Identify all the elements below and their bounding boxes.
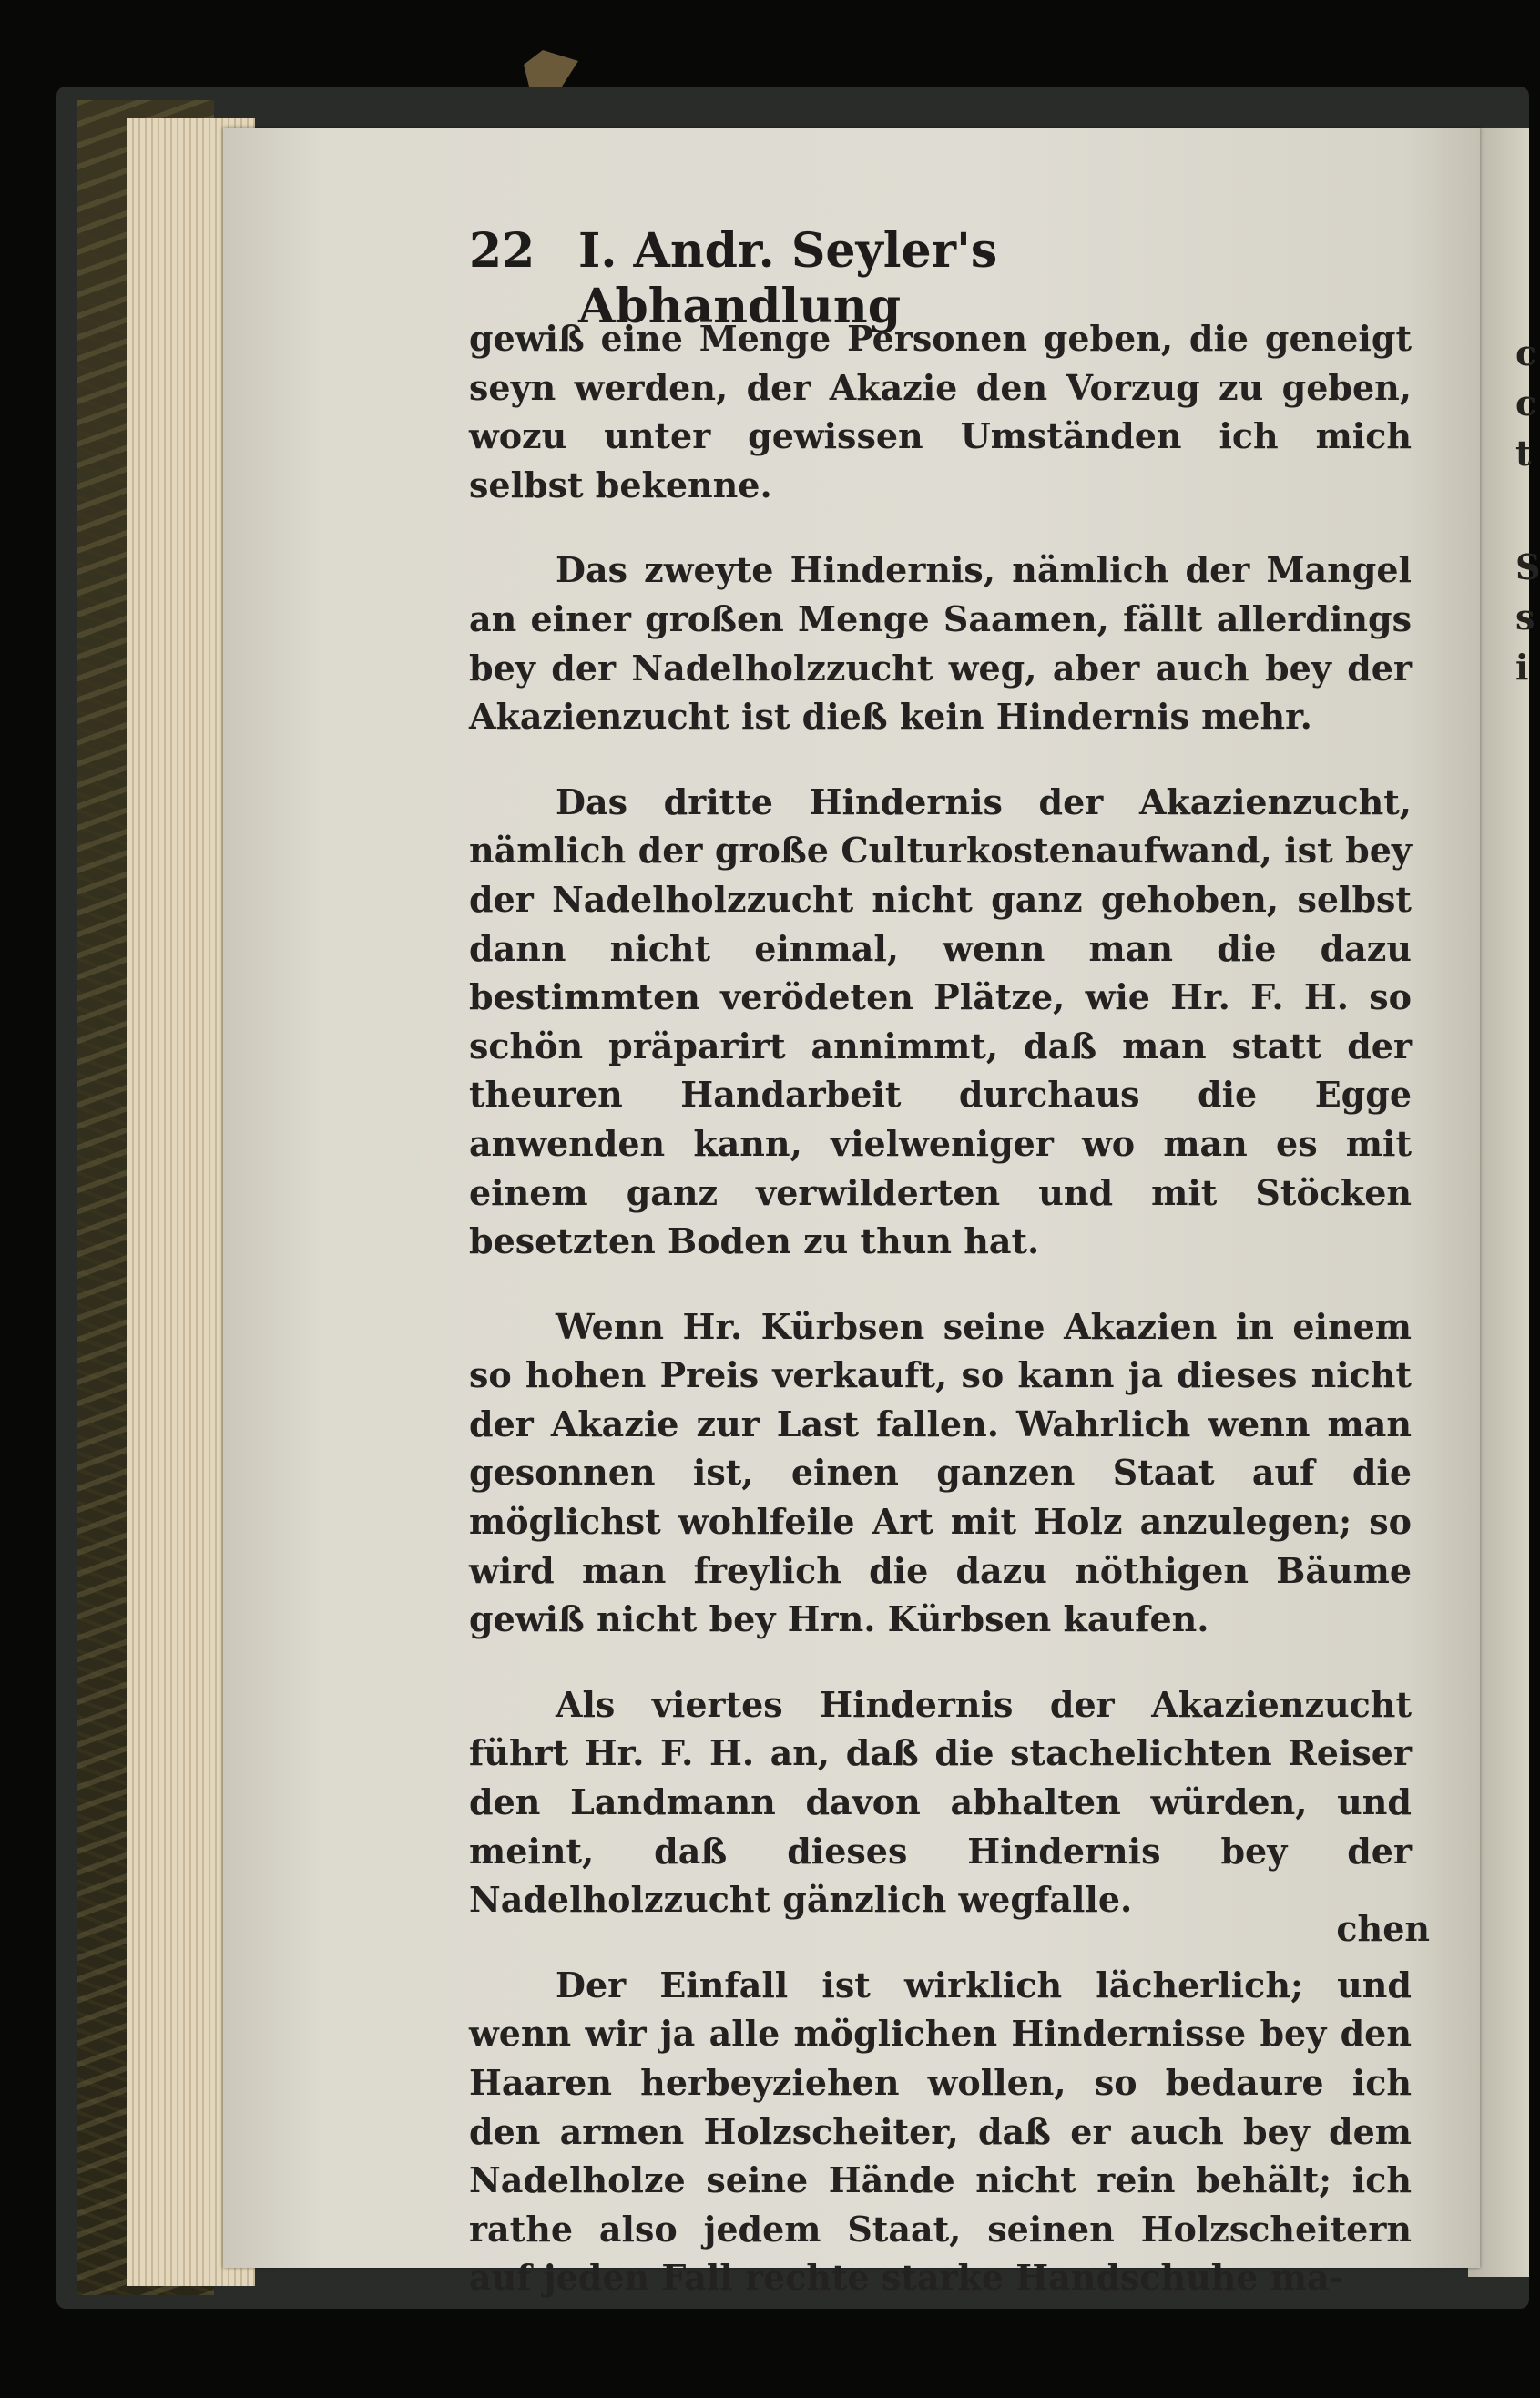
- body-text: [469, 314, 1412, 2339]
- running-title: I. Andr. Seyler's Abhandlung: [578, 223, 998, 334]
- facing-page-fragment: i: [1515, 647, 1529, 688]
- paragraph: gewiß eine Menge Personen geben, die geneigt seyn werden, der Akazie den Vorzug zu geben, wozu unter gewissen Umständen ich mich selbst bekenne.: [469, 318, 1412, 505]
- page-tab: [524, 50, 578, 87]
- catchword: chen: [1336, 1908, 1430, 1949]
- paragraph: Das zweyte Hindernis, nämlich der Mangel an einer großen Menge Saamen, fällt allerdings bey der Nadelholzzucht weg, aber auch bey der Akazienzucht ist dieß kein Hindernis mehr.: [469, 549, 1412, 738]
- facing-page-fragment: t: [1515, 433, 1532, 474]
- paragraph: Das dritte Hindernis der Akazienzucht, nämlich der große Culturkostenaufwand, ist bey der Nadelholzzucht nicht ganz gehoben, selbst dann nicht einmal, wenn man die dazu bestimmten verödeten Plätze, wie Hr. F. H. so schön präparirt annimmt, daß man statt der theuren Handarbeit durchaus die Egge anwenden kann, vielweniger wo man es mit einem ganz verwilderten und mit Stöcken besetzten Boden zu thun hat.: [469, 781, 1412, 1262]
- page-number: 22: [469, 223, 535, 279]
- paragraph: Der Einfall ist wirklich lächerlich; und wenn wir ja alle möglichen Hindernisse bey den Haaren herbeyziehen wollen, so bedaure ich den armen Holzscheiter, daß er auch bey dem Nadelholze seine Hände nicht rein behält; ich rathe also jedem Staat, seinen Holzscheitern auf jeden Fall rechte starke Handschuhe ma-: [469, 1964, 1412, 2299]
- facing-page-fragment: c: [1515, 383, 1537, 423]
- paragraph: Als viertes Hindernis der Akazienzucht führt Hr. F. H. an, daß die stachelichten Reiser den Landmann davon abhalten würden, und meint, daß dieses Hindernis bey der Nadelholzzucht gänzlich wegfalle.: [469, 1683, 1412, 1921]
- paragraph: Wenn Hr. Kürbsen seine Akazien in einem so hohen Preis verkauft, so kann ja dieses nicht der Akazie zur Last fallen. Wahrlich wenn man gesonnen ist, einen ganzen Staat auf die möglichst wohlfeile Art mit Holz anzulegen; so wird man freylich die dazu nöthigen Bäume gewiß nicht bey Hrn. Kürbsen kaufen.: [469, 1305, 1412, 1640]
- facing-page-fragment: s: [1515, 597, 1535, 638]
- facing-page-fragment: c: [1515, 332, 1537, 373]
- facing-page-fragment: S: [1515, 546, 1540, 587]
